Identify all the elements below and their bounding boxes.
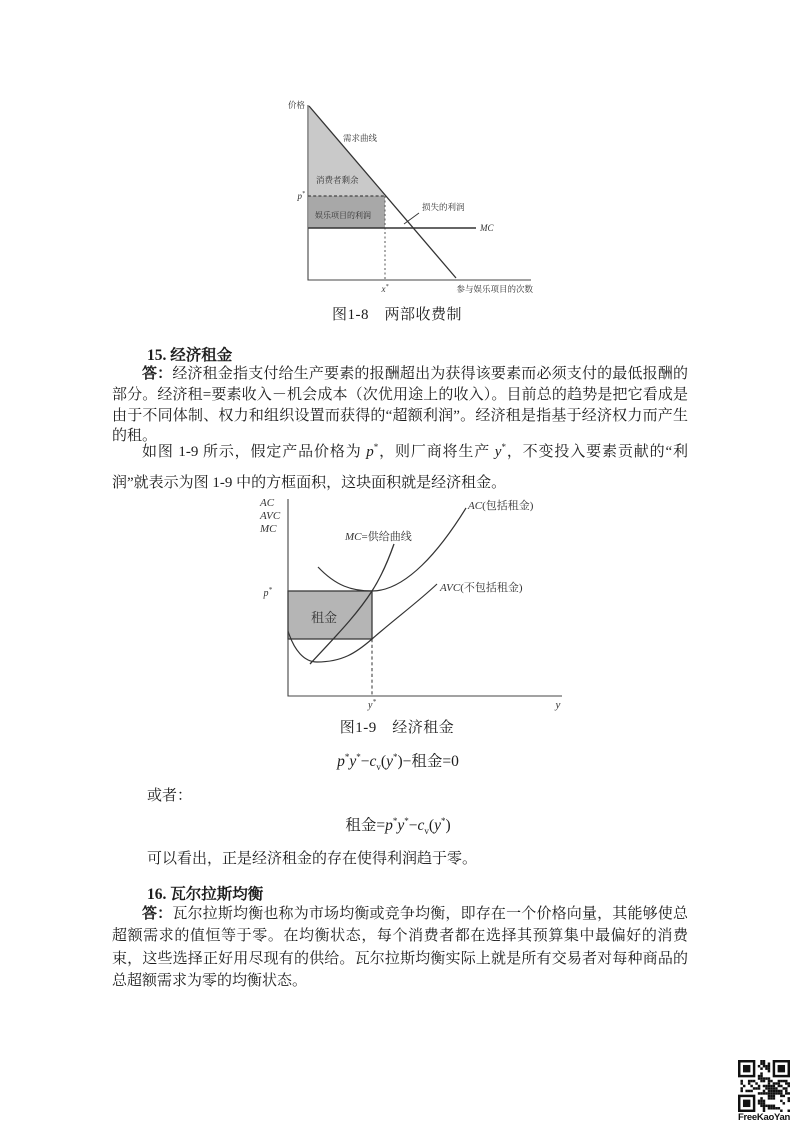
math-lparen: ( (380, 753, 387, 770)
qr-code (738, 1060, 790, 1112)
zero-profit-formula (110, 749, 686, 771)
math-c: c (417, 817, 425, 834)
fig18-x-axis-label: 参与娱乐项目的次数 (456, 284, 533, 294)
fig18-demand-label: 需求曲线 (343, 133, 378, 143)
watermark-label: FreeKaoYan (738, 1112, 790, 1123)
figure-1-9-economic-rent (254, 492, 568, 712)
math-minus: − (408, 817, 418, 834)
rent-formula (110, 813, 686, 835)
fig18-y-axis-label: 价格 (287, 100, 305, 110)
or-text: 或者： (147, 788, 193, 804)
math-star: * (392, 751, 398, 762)
math-sub-v: v (376, 762, 381, 773)
answer-prefix: 答： (142, 366, 173, 382)
formula2-head: 租金= (345, 817, 386, 834)
math-star: * (373, 442, 379, 452)
math-star: * (440, 815, 446, 826)
math-star: * (356, 751, 361, 762)
section-16-answer-text: 瓦尔拉斯均衡也称为市场均衡或竞争均衡，即存在一个价格向量，其能够使总超额需求的值恒等于零。在均衡状态，每个消费者都在选择其预算集中最偏好的消费束，这些选择正好用尽现有的供给。瓦尔拉斯均衡实际上就是所有交易者对每种商品的总超额需求为零的均衡状态。 (112, 906, 688, 989)
figure-1-9-caption: 图1-9 经济租金 (339, 720, 455, 736)
lost-profit-leader-line (404, 213, 419, 224)
math-y: y (349, 753, 357, 770)
math-y: y (397, 817, 405, 834)
para2-text-1: 如图 1-9 所示，假定产品价格为 (142, 444, 367, 460)
fig18-x-star-label: x* (381, 284, 389, 294)
fig19-axis-label-avc: AVC (260, 510, 281, 522)
fig19-avc-label: AVC(不包括租金) (440, 582, 523, 594)
math-sub-v: v (424, 826, 429, 837)
math-p: p (366, 444, 374, 460)
math-y: y (386, 753, 393, 770)
math-lparen: ( (428, 817, 435, 834)
fig18-p-star-label: p* (297, 191, 305, 201)
math-star: * (404, 815, 409, 826)
math-p: p (337, 753, 345, 770)
fig18-profit-label: 娱乐项目的利润 (315, 211, 371, 220)
math-rparen: ) (397, 753, 403, 770)
fig19-p-star-label: p* (263, 586, 272, 599)
fig19-mc-label: MC=供给曲线 (345, 531, 412, 543)
math-star: * (392, 815, 398, 826)
section-16-heading: 16. 瓦尔拉斯均衡 (147, 886, 264, 903)
fig18-mc-label: MC (480, 223, 494, 233)
math-c: c (369, 753, 377, 770)
fig18-consumer-surplus-label: 消费者剩余 (316, 175, 359, 185)
conclusion-text: 可以看出，正是经济租金的存在使得利润趋于零。 (147, 851, 478, 867)
fig19-x-axis-label: y (555, 699, 561, 711)
section-16-answer-paragraph (112, 903, 688, 992)
formula1-tail: −租金=0 (402, 753, 459, 770)
math-p: p (385, 817, 393, 834)
section-15-figure-ref-paragraph (112, 437, 688, 499)
math-minus: − (360, 753, 370, 770)
fig18-lost-profit-label: 损失的利润 (422, 202, 465, 212)
para2-text-3: ，不变投入要素贡献的“利润”就表示为图 1-9 中的方框面积，这块面积就是经济租金。 (112, 444, 688, 491)
figure-1-8-two-part-tariff (286, 92, 566, 305)
fig19-rent-label: 租金 (310, 610, 338, 625)
section-15-heading: 15. 经济租金 (147, 347, 233, 364)
answer-prefix: 答： (142, 906, 173, 922)
para2-text-2: ，则厂商将生产 (378, 444, 495, 460)
section-15-answer-text: 经济租金指支付给生产要素的报酬超出为获得该要素而必须支付的最低报酬的部分。经济租=要素收入－机会成本（次优用途上的收入）。目前总的趋势是把它看成是由于不同体制、权力和组织设置而获得的“超额利润”。经济租是指基于经济权力而产生的租。 (112, 366, 688, 445)
fig19-y-star-label: y* (368, 698, 376, 711)
fig19-axis-label-mc: MC (260, 523, 277, 535)
fig19-axis-label-ac: AC (260, 497, 275, 509)
math-y: y (434, 817, 441, 834)
math-y: y (494, 444, 502, 460)
math-star: * (501, 442, 506, 452)
math-rparen: ) (445, 817, 451, 834)
math-star: * (344, 751, 350, 762)
figure-1-8-caption: 图1-8 两部收费制 (332, 307, 462, 323)
section-15-answer-paragraph (112, 364, 688, 447)
watermark-block (736, 1060, 792, 1123)
fig19-ac-label: AC(包括租金) (468, 500, 534, 512)
